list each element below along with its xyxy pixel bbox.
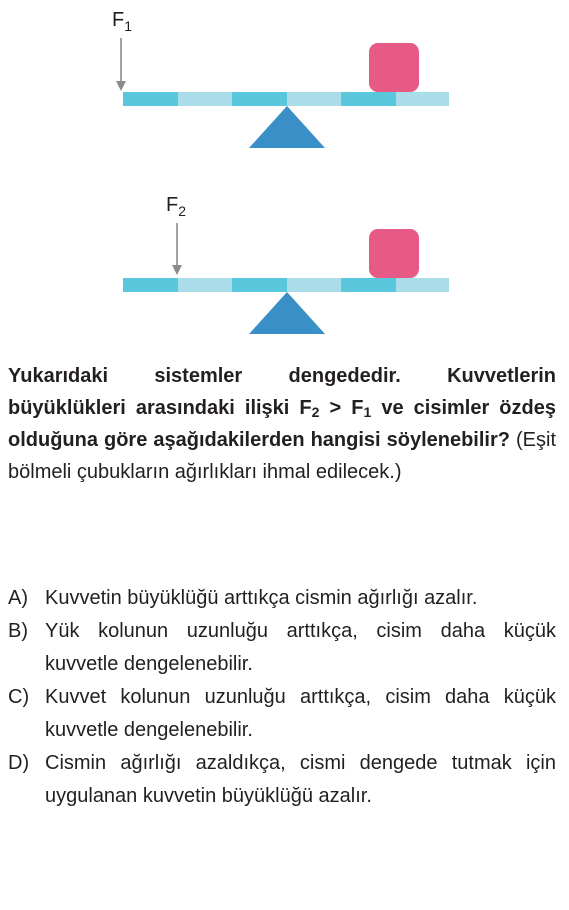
fulcrum-1 xyxy=(249,106,325,148)
bar-segment xyxy=(232,92,287,106)
option-letter: D) xyxy=(8,752,30,774)
option-text: Yük kolunun uzunluğu arttıkça, cisim daha küçük kuvvetle dengelenebilir. xyxy=(45,620,556,675)
answer-options xyxy=(8,582,556,813)
question-note: (Eşit bölmeli çubukların ağırlıkları ihmal edilecek.) xyxy=(8,429,557,483)
bar-segment xyxy=(341,278,396,292)
option-c[interactable] xyxy=(8,681,556,747)
bar-segment xyxy=(341,92,396,106)
question-bold-text: Yukarıdaki sistemler dengededir. Kuvvetlerin büyüklükleri arasındaki ilişki $F_2 > F_1$ ve cisimler özdeş olduğuna göre aşağıdakilerden hangisi söylenebilir? xyxy=(8,365,556,451)
arrowhead-f1 xyxy=(116,81,126,91)
lever-system-2 xyxy=(123,194,449,334)
lever-bar-1 xyxy=(123,92,449,106)
bar-segment xyxy=(178,278,232,292)
fulcrum-2 xyxy=(249,292,325,334)
option-letter: A) xyxy=(8,587,28,609)
option-b[interactable] xyxy=(8,615,556,681)
force-label-f1: $F_1$ xyxy=(112,9,133,34)
option-a[interactable] xyxy=(8,582,556,615)
option-d[interactable] xyxy=(8,747,556,813)
option-text: Kuvvetin büyüklüğü arttıkça cismin ağırlığı azalır. xyxy=(45,587,478,609)
weight-block-1 xyxy=(369,43,419,92)
option-text: Kuvvet kolunun uzunluğu arttıkça, cisim daha küçük kuvvetle dengelenebilir. xyxy=(45,686,556,741)
question-stem xyxy=(8,360,556,488)
arrowhead-f2 xyxy=(172,265,182,275)
bar-segment xyxy=(178,92,232,106)
lever-system-1 xyxy=(112,9,449,148)
force-label-f2: $F_2$ xyxy=(166,194,187,219)
weight-block-2 xyxy=(369,229,419,278)
bar-segment xyxy=(287,278,341,292)
option-letter: B) xyxy=(8,620,28,642)
option-letter: C) xyxy=(8,686,30,708)
bar-segment xyxy=(232,278,287,292)
lever-bar-2 xyxy=(123,278,449,292)
lever-figure xyxy=(0,0,569,345)
bar-segment xyxy=(396,278,449,292)
option-text: Cismin ağırlığı azaldıkça, cismi dengede tutmak için uygulanan kuvvetin büyüklüğü azalır. xyxy=(45,752,556,807)
bar-segment xyxy=(396,92,449,106)
bar-segment xyxy=(123,92,178,106)
bar-segment xyxy=(123,278,178,292)
bar-segment xyxy=(287,92,341,106)
